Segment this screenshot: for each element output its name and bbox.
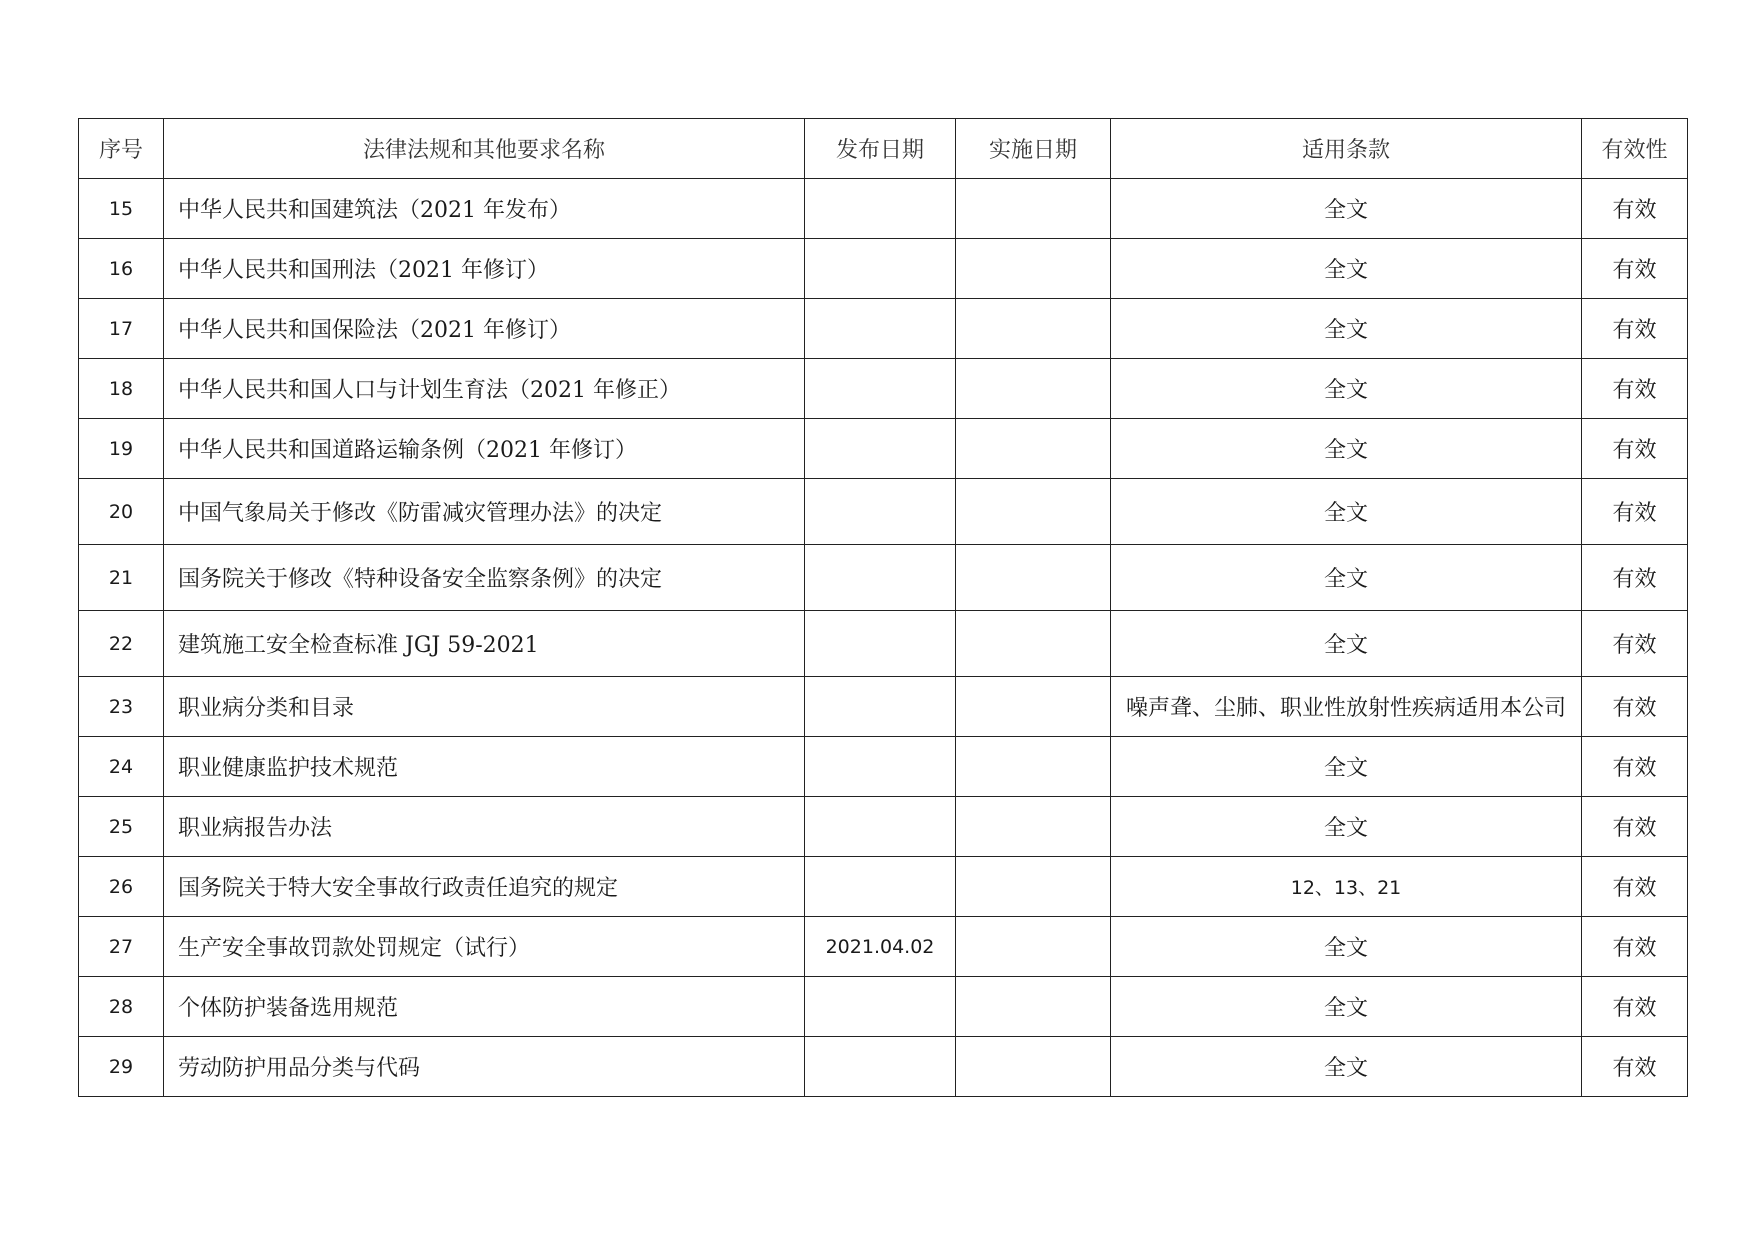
row-name: 国务院关于修改《特种设备安全监察条例》的决定 [164, 545, 805, 611]
row-publish-date [805, 179, 956, 239]
row-effective-date [956, 677, 1111, 737]
header-effective-date: 实施日期 [956, 119, 1111, 179]
row-no: 15 [79, 179, 164, 239]
row-name: 个体防护装备选用规范 [164, 977, 805, 1037]
header-publish-date: 发布日期 [805, 119, 956, 179]
row-publish-date [805, 857, 956, 917]
row-clauses: 全文 [1111, 737, 1582, 797]
row-effective-date [956, 737, 1111, 797]
row-clauses: 全文 [1111, 299, 1582, 359]
row-effective-date [956, 545, 1111, 611]
row-clauses: 全文 [1111, 977, 1582, 1037]
header-name: 法律法规和其他要求名称 [164, 119, 805, 179]
row-validity: 有效 [1582, 1037, 1688, 1097]
row-no: 21 [79, 545, 164, 611]
row-publish-date [805, 1037, 956, 1097]
table-row [79, 611, 1688, 677]
table-row [79, 479, 1688, 545]
row-no: 19 [79, 419, 164, 479]
header-clauses: 适用条款 [1111, 119, 1582, 179]
row-no: 28 [79, 977, 164, 1037]
row-clauses: 全文 [1111, 239, 1582, 299]
row-validity: 有效 [1582, 737, 1688, 797]
row-validity: 有效 [1582, 419, 1688, 479]
row-clauses: 噪声聋、尘肺、职业性放射性疾病适用本公司 [1111, 677, 1582, 737]
table-row [79, 917, 1688, 977]
row-no: 17 [79, 299, 164, 359]
row-effective-date [956, 179, 1111, 239]
row-name: 劳动防护用品分类与代码 [164, 1037, 805, 1097]
table-row [79, 179, 1688, 239]
table-row [79, 977, 1688, 1037]
row-no: 18 [79, 359, 164, 419]
row-name: 生产安全事故罚款处罚规定（试行） [164, 917, 805, 977]
header-no: 序号 [79, 119, 164, 179]
row-no: 23 [79, 677, 164, 737]
row-effective-date [956, 797, 1111, 857]
row-validity: 有效 [1582, 797, 1688, 857]
header-validity: 有效性 [1582, 119, 1688, 179]
row-publish-date [805, 545, 956, 611]
row-effective-date [956, 419, 1111, 479]
row-effective-date [956, 299, 1111, 359]
row-no: 25 [79, 797, 164, 857]
row-name: 国务院关于特大安全事故行政责任追究的规定 [164, 857, 805, 917]
table-row [79, 1037, 1688, 1097]
row-clauses: 全文 [1111, 797, 1582, 857]
row-validity: 有效 [1582, 677, 1688, 737]
row-effective-date [956, 479, 1111, 545]
row-validity: 有效 [1582, 545, 1688, 611]
row-clauses: 全文 [1111, 1037, 1582, 1097]
row-name: 中华人民共和国保险法（2021 年修订） [164, 299, 805, 359]
table-header-row [79, 119, 1688, 179]
row-publish-date: 2021.04.02 [805, 917, 956, 977]
row-validity: 有效 [1582, 479, 1688, 545]
row-name: 中华人民共和国人口与计划生育法（2021 年修正） [164, 359, 805, 419]
row-no: 20 [79, 479, 164, 545]
row-name: 中华人民共和国建筑法（2021 年发布） [164, 179, 805, 239]
row-validity: 有效 [1582, 359, 1688, 419]
row-name: 职业病报告办法 [164, 797, 805, 857]
table-row [79, 857, 1688, 917]
table-row [79, 677, 1688, 737]
row-validity: 有效 [1582, 179, 1688, 239]
row-no: 16 [79, 239, 164, 299]
row-clauses: 全文 [1111, 479, 1582, 545]
table-row [79, 737, 1688, 797]
row-validity: 有效 [1582, 857, 1688, 917]
row-clauses: 全文 [1111, 917, 1582, 977]
row-publish-date [805, 797, 956, 857]
row-publish-date [805, 419, 956, 479]
row-validity: 有效 [1582, 239, 1688, 299]
table-row [79, 545, 1688, 611]
row-no: 26 [79, 857, 164, 917]
row-name: 职业病分类和目录 [164, 677, 805, 737]
table-row [79, 359, 1688, 419]
table-row [79, 239, 1688, 299]
row-no: 24 [79, 737, 164, 797]
row-no: 29 [79, 1037, 164, 1097]
row-publish-date [805, 479, 956, 545]
row-effective-date [956, 977, 1111, 1037]
row-clauses: 全文 [1111, 611, 1582, 677]
row-validity: 有效 [1582, 977, 1688, 1037]
row-no: 22 [79, 611, 164, 677]
row-effective-date [956, 239, 1111, 299]
row-name: 中国气象局关于修改《防雷减灾管理办法》的决定 [164, 479, 805, 545]
row-publish-date [805, 677, 956, 737]
row-name: 建筑施工安全检查标准 JGJ 59-2021 [164, 611, 805, 677]
row-publish-date [805, 299, 956, 359]
row-publish-date [805, 977, 956, 1037]
row-name: 中华人民共和国道路运输条例（2021 年修订） [164, 419, 805, 479]
row-name: 职业健康监护技术规范 [164, 737, 805, 797]
row-clauses: 12、13、21 [1111, 857, 1582, 917]
row-no: 27 [79, 917, 164, 977]
row-clauses: 全文 [1111, 419, 1582, 479]
row-clauses: 全文 [1111, 359, 1582, 419]
table-row [79, 299, 1688, 359]
row-clauses: 全文 [1111, 179, 1582, 239]
row-effective-date [956, 611, 1111, 677]
row-effective-date [956, 857, 1111, 917]
row-clauses: 全文 [1111, 545, 1582, 611]
row-effective-date [956, 917, 1111, 977]
row-publish-date [805, 611, 956, 677]
row-publish-date [805, 737, 956, 797]
row-effective-date [956, 359, 1111, 419]
row-publish-date [805, 359, 956, 419]
row-validity: 有效 [1582, 917, 1688, 977]
row-validity: 有效 [1582, 611, 1688, 677]
row-name: 中华人民共和国刑法（2021 年修订） [164, 239, 805, 299]
row-publish-date [805, 239, 956, 299]
row-effective-date [956, 1037, 1111, 1097]
row-validity: 有效 [1582, 299, 1688, 359]
table-row [79, 797, 1688, 857]
table-row [79, 419, 1688, 479]
regulations-table [78, 118, 1688, 1097]
